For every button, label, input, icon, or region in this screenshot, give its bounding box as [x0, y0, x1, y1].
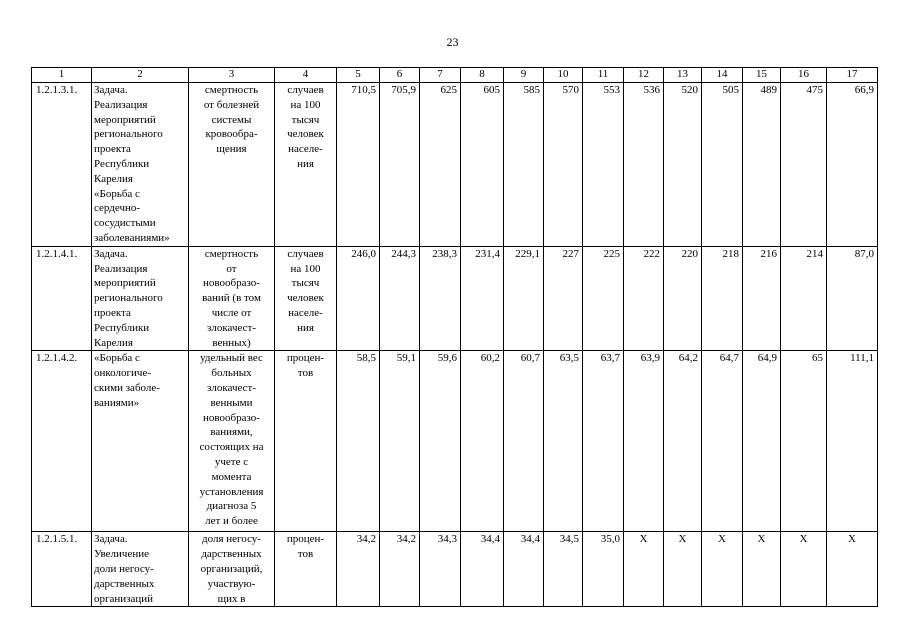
unit-cell — [275, 83, 337, 247]
value-cell: 220 — [664, 246, 702, 351]
value-cell: 216 — [743, 246, 781, 351]
value-cell: X — [827, 532, 878, 607]
indicator-cell-line: новообразо- — [203, 411, 260, 424]
column-number: 1 — [32, 68, 92, 83]
task-cell-line: Увеличение — [94, 548, 150, 561]
unit-cell — [275, 351, 337, 532]
task-cell — [92, 532, 189, 607]
column-number: 12 — [624, 68, 664, 83]
unit-cell — [275, 246, 337, 351]
value-cell: 59,6 — [420, 351, 461, 532]
value-cell: 58,5 — [337, 351, 380, 532]
value-cell: 218 — [702, 246, 743, 351]
unit-cell-line: ния — [297, 157, 314, 170]
indicator-cell — [189, 351, 275, 532]
row-code: 1.2.1.5.1. — [32, 532, 92, 607]
indicator-cell-line: доля негосу- — [202, 533, 261, 546]
table-body — [32, 68, 878, 607]
value-cell: 231,4 — [461, 246, 504, 351]
unit-cell-line: населе- — [288, 306, 323, 319]
value-cell: 63,9 — [624, 351, 664, 532]
row-code: 1.2.1.3.1. — [32, 83, 92, 247]
table-row — [32, 532, 878, 607]
value-cell: 605 — [461, 83, 504, 247]
value-cell: 536 — [624, 83, 664, 247]
unit-cell — [275, 532, 337, 607]
task-cell-line: регионального — [94, 292, 163, 305]
indicator-cell-line: новообразо- — [203, 277, 260, 290]
page-number: 23 — [446, 35, 459, 49]
value-cell: 59,1 — [380, 351, 420, 532]
indicator-cell-line: диагноза 5 — [206, 500, 257, 513]
task-cell-line: проекта — [94, 143, 131, 156]
column-number: 3 — [189, 68, 275, 83]
unit-cell-line: процен- — [286, 533, 325, 546]
indicator-cell-line: организаций, — [200, 562, 263, 575]
indicators-table — [31, 67, 878, 607]
value-cell: 111,1 — [827, 351, 878, 532]
value-cell: X — [702, 532, 743, 607]
indicator-cell-line: венными — [210, 396, 253, 409]
value-cell: 625 — [420, 83, 461, 247]
column-number: 4 — [275, 68, 337, 83]
column-number: 16 — [781, 68, 827, 83]
task-cell-line: организаций — [94, 592, 154, 605]
value-cell: 553 — [583, 83, 624, 247]
task-cell-line: заболеваниями» — [94, 231, 170, 244]
value-cell: 34,2 — [337, 532, 380, 607]
value-cell: 63,7 — [583, 351, 624, 532]
value-cell: 246,0 — [337, 246, 380, 351]
unit-cell-line: тысяч — [291, 113, 320, 126]
value-cell: 87,0 — [827, 246, 878, 351]
indicator-cell-line: удельный вес — [200, 352, 263, 365]
indicator-cell-line: больных — [211, 367, 252, 380]
unit-cell-line: человек — [287, 292, 324, 305]
value-cell: 34,4 — [461, 532, 504, 607]
unit-cell-line: процен- — [286, 352, 325, 365]
row-code: 1.2.1.4.2. — [32, 351, 92, 532]
indicator-cell-line: ваниями, — [210, 426, 253, 439]
indicator-cell-line: венных) — [212, 336, 251, 349]
indicator-cell-line: злокачест- — [207, 381, 256, 394]
task-cell-line: доли негосу- — [94, 562, 154, 575]
value-cell: 35,0 — [583, 532, 624, 607]
indicator-cell-line: дарственных — [201, 548, 262, 561]
task-cell-line: Задача. — [94, 247, 128, 260]
indicator-cell-line: числе от — [211, 306, 252, 319]
value-cell: 225 — [583, 246, 624, 351]
task-cell-line: Реализация — [94, 262, 148, 275]
table-row — [32, 246, 878, 351]
value-cell: 238,3 — [420, 246, 461, 351]
value-cell: 505 — [702, 83, 743, 247]
value-cell: 222 — [624, 246, 664, 351]
task-cell-line: «Борьба с — [94, 352, 140, 365]
unit-cell-line: на 100 — [290, 98, 321, 111]
column-number: 14 — [702, 68, 743, 83]
indicator-cell — [189, 532, 275, 607]
column-number: 6 — [380, 68, 420, 83]
value-cell: 34,4 — [504, 532, 544, 607]
value-cell: X — [743, 532, 781, 607]
indicator-cell — [189, 83, 275, 247]
task-cell — [92, 246, 189, 351]
value-cell: 60,2 — [461, 351, 504, 532]
task-cell-line: мероприятий — [94, 277, 156, 290]
task-cell-line: Задача. — [94, 533, 128, 546]
task-cell-line: сосудистыми — [94, 217, 156, 230]
unit-cell-line: тысяч — [291, 277, 320, 290]
value-cell: 475 — [781, 83, 827, 247]
task-cell-line: Карелия — [94, 336, 133, 349]
value-cell: 66,9 — [827, 83, 878, 247]
value-cell: 60,7 — [504, 351, 544, 532]
value-cell: 34,5 — [544, 532, 583, 607]
unit-cell-line: на 100 — [290, 262, 321, 275]
value-cell: 705,9 — [380, 83, 420, 247]
indicator-cell — [189, 246, 275, 351]
indicator-cell-line: кровообра- — [205, 128, 258, 141]
task-cell-line: дарственных — [94, 577, 155, 590]
table-row — [32, 83, 878, 247]
value-cell: X — [624, 532, 664, 607]
value-cell: 64,7 — [702, 351, 743, 532]
task-cell-line: скими заболе- — [94, 381, 160, 394]
value-cell: 585 — [504, 83, 544, 247]
value-cell: 214 — [781, 246, 827, 351]
indicator-cell-line: системы — [211, 113, 252, 126]
value-cell: 65 — [781, 351, 827, 532]
unit-cell-line: случаев — [287, 247, 324, 260]
indicator-cell-line: учете с — [214, 455, 249, 468]
table-row — [32, 351, 878, 532]
unit-cell-line: населе- — [288, 143, 323, 156]
task-cell — [92, 351, 189, 532]
indicator-cell-line: от болезней — [203, 98, 260, 111]
task-cell-line: «Борьба с — [94, 187, 140, 200]
task-cell-line: мероприятий — [94, 113, 156, 126]
column-number: 11 — [583, 68, 624, 83]
indicator-cell-line: лет и более — [205, 515, 258, 528]
unit-cell-line: тов — [297, 548, 314, 561]
value-cell: 570 — [544, 83, 583, 247]
unit-cell-line: случаев — [287, 84, 324, 96]
indicator-cell-line: установления — [199, 485, 264, 498]
task-cell-line: онкологиче- — [94, 367, 151, 380]
unit-cell-line: тов — [297, 367, 314, 380]
column-number: 10 — [544, 68, 583, 83]
task-cell-line: Карелия — [94, 172, 133, 185]
task-cell-line: Республики — [94, 157, 150, 170]
unit-cell-line: человек — [287, 128, 324, 141]
column-number: 8 — [461, 68, 504, 83]
column-number: 5 — [337, 68, 380, 83]
task-cell-line: Задача. — [94, 84, 128, 96]
indicator-cell-line: щих в — [217, 592, 246, 605]
task-cell-line: проекта — [94, 306, 131, 319]
indicator-cell-line: от — [226, 262, 237, 275]
value-cell: 489 — [743, 83, 781, 247]
value-cell: 34,3 — [420, 532, 461, 607]
column-number: 13 — [664, 68, 702, 83]
value-cell: 64,2 — [664, 351, 702, 532]
unit-cell-line: ния — [297, 321, 314, 334]
value-cell: 227 — [544, 246, 583, 351]
task-cell — [92, 83, 189, 247]
task-cell-line: Республики — [94, 321, 150, 334]
task-cell-line: сердечно- — [94, 202, 141, 215]
task-cell-line: ваниями» — [94, 396, 140, 409]
value-cell: 63,5 — [544, 351, 583, 532]
value-cell: 244,3 — [380, 246, 420, 351]
column-number: 17 — [827, 68, 878, 83]
column-number: 9 — [504, 68, 544, 83]
value-cell: X — [664, 532, 702, 607]
value-cell: 710,5 — [337, 83, 380, 247]
task-cell-line: регионального — [94, 128, 163, 141]
indicator-cell-line: злокачест- — [207, 321, 256, 334]
value-cell: 34,2 — [380, 532, 420, 607]
value-cell: X — [781, 532, 827, 607]
column-number: 2 — [92, 68, 189, 83]
task-cell-line: Реализация — [94, 98, 148, 111]
value-cell: 64,9 — [743, 351, 781, 532]
indicator-cell-line: щения — [216, 143, 247, 156]
column-number: 7 — [420, 68, 461, 83]
value-cell: 520 — [664, 83, 702, 247]
indicator-cell-line: смертность — [204, 247, 259, 260]
table-header-row — [32, 68, 878, 83]
column-number: 15 — [743, 68, 781, 83]
value-cell: 229,1 — [504, 246, 544, 351]
indicator-cell-line: ваний (в том — [202, 292, 261, 305]
indicator-cell-line: участвую- — [207, 577, 256, 590]
indicator-cell-line: состоящих на — [199, 441, 264, 454]
indicator-cell-line: смертность — [204, 84, 259, 96]
row-code: 1.2.1.4.1. — [32, 246, 92, 351]
indicator-cell-line: момента — [211, 470, 252, 483]
